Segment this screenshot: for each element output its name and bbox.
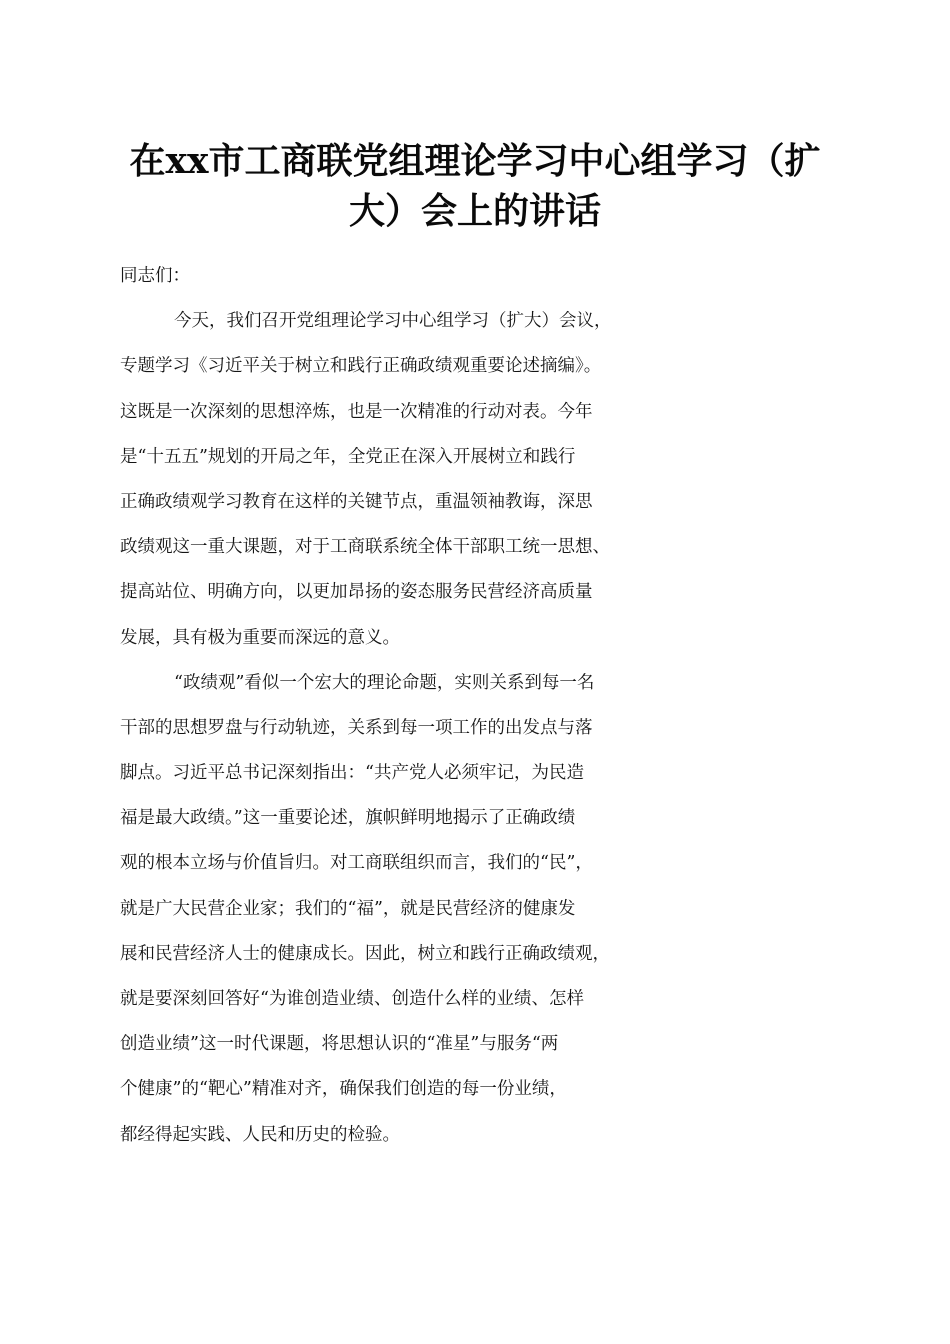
paragraph-line: 专题学习《习近平关于树立和践行正确政绩观重要论述摘编》。 bbox=[120, 356, 602, 377]
title-line: 在xx市工商联党组理论学习中心组学习（扩 bbox=[129, 140, 821, 182]
paragraph-line: 就是要深刻回答好“为谁创造业绩、创造什么样的业绩、怎样 bbox=[120, 989, 584, 1009]
paragraph-line: “政绩观”看似一个宏大的理论命题，实则关系到每一名 bbox=[174, 672, 595, 693]
paragraph-line: 创造业绩”这一时代课题，将思想认识的“准星”与服务“两 bbox=[120, 1034, 559, 1055]
salutation: 同志们： bbox=[120, 266, 190, 286]
paragraph-line: 政绩观这一重大课题，对于工商联系统全体干部职工统一思想、 bbox=[120, 537, 610, 558]
paragraph-line: 发展，具有极为重要而深远的意义。 bbox=[120, 627, 400, 648]
document-title bbox=[120, 136, 830, 236]
paragraph-2 bbox=[120, 661, 840, 1158]
paragraph-line: 展和民营经济人士的健康成长。因此，树立和践行正确政绩观， bbox=[120, 943, 610, 964]
paragraph-line: 都经得起实践、人民和历史的检验。 bbox=[120, 1124, 400, 1145]
document-body bbox=[120, 254, 840, 1158]
paragraph-line: 提高站位、明确方向，以更加昂扬的姿态服务民营经济高质量 bbox=[120, 582, 593, 603]
paragraph-line: 就是广大民营企业家；我们的“福”，就是民营经济的健康发 bbox=[120, 898, 576, 919]
paragraph-line: 是“十五五”规划的开局之年，全党正在深入开展树立和践行 bbox=[120, 446, 576, 467]
title-line: 大）会上的讲话 bbox=[348, 190, 601, 232]
paragraph-line: 干部的思想罗盘与行动轨迹，关系到每一项工作的出发点与落 bbox=[120, 717, 593, 738]
paragraph-line: 福是最大政绩。”这一重要论述，旗帜鲜明地揭示了正确政绩 bbox=[120, 808, 576, 829]
paragraph-line: 这既是一次深刻的思想淬炼，也是一次精准的行动对表。今年 bbox=[120, 401, 593, 422]
paragraph-line: 个健康”的“靶心”精准对齐，确保我们创造的每一份业绩， bbox=[120, 1079, 567, 1100]
paragraph-line: 今天，我们召开党组理论学习中心组学习（扩大）会议， bbox=[174, 311, 612, 332]
paragraph-line: 正确政绩观学习教育在这样的关键节点，重温领袖教诲，深思 bbox=[120, 491, 593, 512]
paragraph-line: 观的根本立场与价值旨归。对工商联组织而言，我们的“民”， bbox=[120, 853, 593, 874]
paragraph-line: 脚点。习近平总书记深刻指出：“共产党人必须牢记，为民造 bbox=[120, 763, 584, 784]
paragraph-1 bbox=[120, 299, 840, 661]
